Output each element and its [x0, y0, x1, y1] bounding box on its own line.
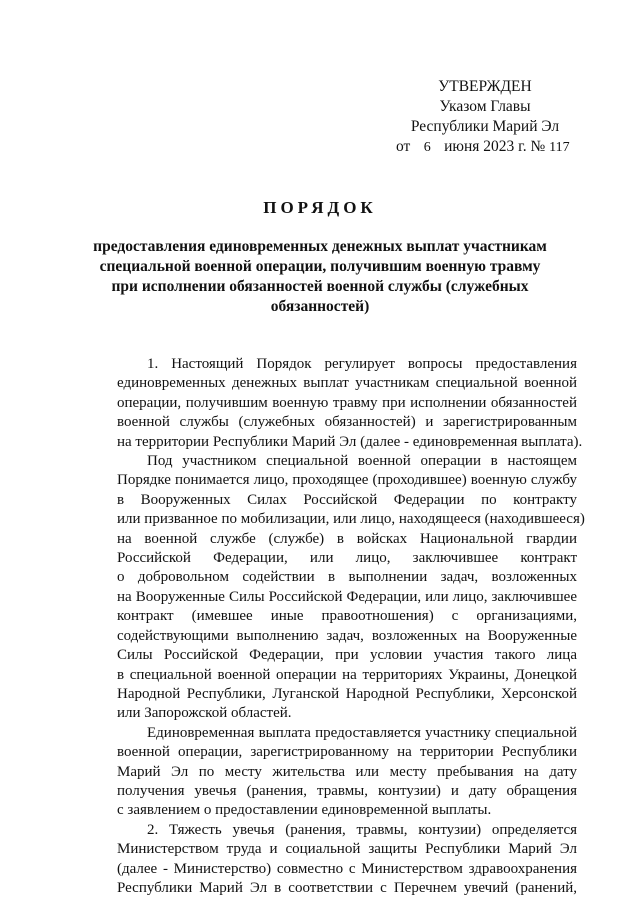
body-line: о добровольном содействии в выполнении задач, возложенных: [117, 569, 577, 586]
approval-heading: УТВЕРЖДЕН: [438, 78, 532, 95]
body-line: военной операции, зарегистрированному на территории Республики: [117, 744, 577, 761]
body-line: 1. Настоящий Порядок регулирует вопросы предоставления: [147, 356, 577, 372]
date-prefix: от: [396, 138, 411, 155]
subtitle-line: специальной военной операции, получившим военную травму: [99, 258, 541, 275]
body-line: на военной службе (службе) в войсках Национальной гвардии: [117, 530, 577, 547]
approval-date-line: [380, 137, 590, 158]
body-line: Единовременная выплата предоставляется участнику специальной: [147, 724, 577, 741]
body-line: содействующими выполнению задач, возложенных на Вооруженные: [117, 627, 577, 644]
body-line: Силы Российской Федерации, при условии участия такого лица: [117, 647, 577, 664]
body-line: Народной Республики, Луганской Народной Республики, Херсонской: [117, 685, 577, 702]
document-title: ПОРЯДОК: [263, 198, 377, 217]
date-day: 6: [423, 140, 431, 155]
body-line: единовременных денежных выплат участникам специальной военной: [117, 375, 577, 392]
subtitle-line: при исполнении обязанностей военной службы (служебных: [111, 278, 529, 295]
document-body: [117, 355, 585, 898]
body-line: Министерством труда и социальной защиты Республики Марий Эл: [117, 841, 577, 858]
body-line: (далее - Министерство) совместно с Министерством здравоохранения: [117, 860, 577, 877]
body-line: контракт (имевшее иные правоотношения) с организациями,: [117, 608, 577, 625]
body-line: Республики Марий Эл в соответствии с Перечнем увечий (ранений,: [117, 879, 577, 896]
approval-decree: Указом Главы: [439, 98, 531, 115]
body-line: операции, получившим военную травму при исполнении обязанностей: [117, 394, 577, 411]
body-line: получения увечья (ранения, травмы, контузии) и дату обращения: [117, 782, 577, 799]
body-line: 2. Тяжесть увечья (ранения, травмы, контузии) определяется: [147, 821, 577, 838]
approval-republic: Республики Марий Эл: [410, 118, 560, 135]
body-line: военной службы (служебных обязанностей) и зарегистрированным: [117, 414, 577, 431]
approval-block: [380, 77, 590, 158]
document-subtitle: [90, 237, 550, 317]
body-line: Под участником специальной военной операции в настоящем: [147, 453, 577, 470]
decree-number: 117: [549, 140, 570, 155]
body-line: Марий Эл по месту жительства или месту пребывания на дату: [117, 763, 577, 780]
body-line: на территории Республики Марий Эл (далее - единовременная выплата).: [117, 433, 583, 450]
body-line: с заявлением о предоставлении единовременной выплаты.: [117, 802, 492, 819]
body-line: на Вооруженные Силы Российской Федерации, или лицо, заключившее: [117, 588, 577, 605]
body-line: Порядке понимается лицо, проходящее (проходившее) военную службу: [117, 472, 577, 489]
body-line: или Запорожской областей.: [117, 705, 292, 722]
subtitle-line: обязанностей): [270, 298, 370, 315]
body-line: или призванное по мобилизации, или лицо, находящееся (находившееся): [117, 511, 585, 528]
body-line: в Вооруженных Силах Российской Федерации по контракту: [117, 491, 577, 508]
subtitle-line: предоставления единовременных денежных выплат участникам: [93, 238, 547, 255]
date-month-year: июня 2023 г. №: [444, 138, 546, 155]
body-line: в специальной военной операции на территориях Украины, Донецкой: [117, 666, 577, 683]
body-line: Российской Федерации, или лицо, заключившее контракт: [117, 550, 577, 567]
